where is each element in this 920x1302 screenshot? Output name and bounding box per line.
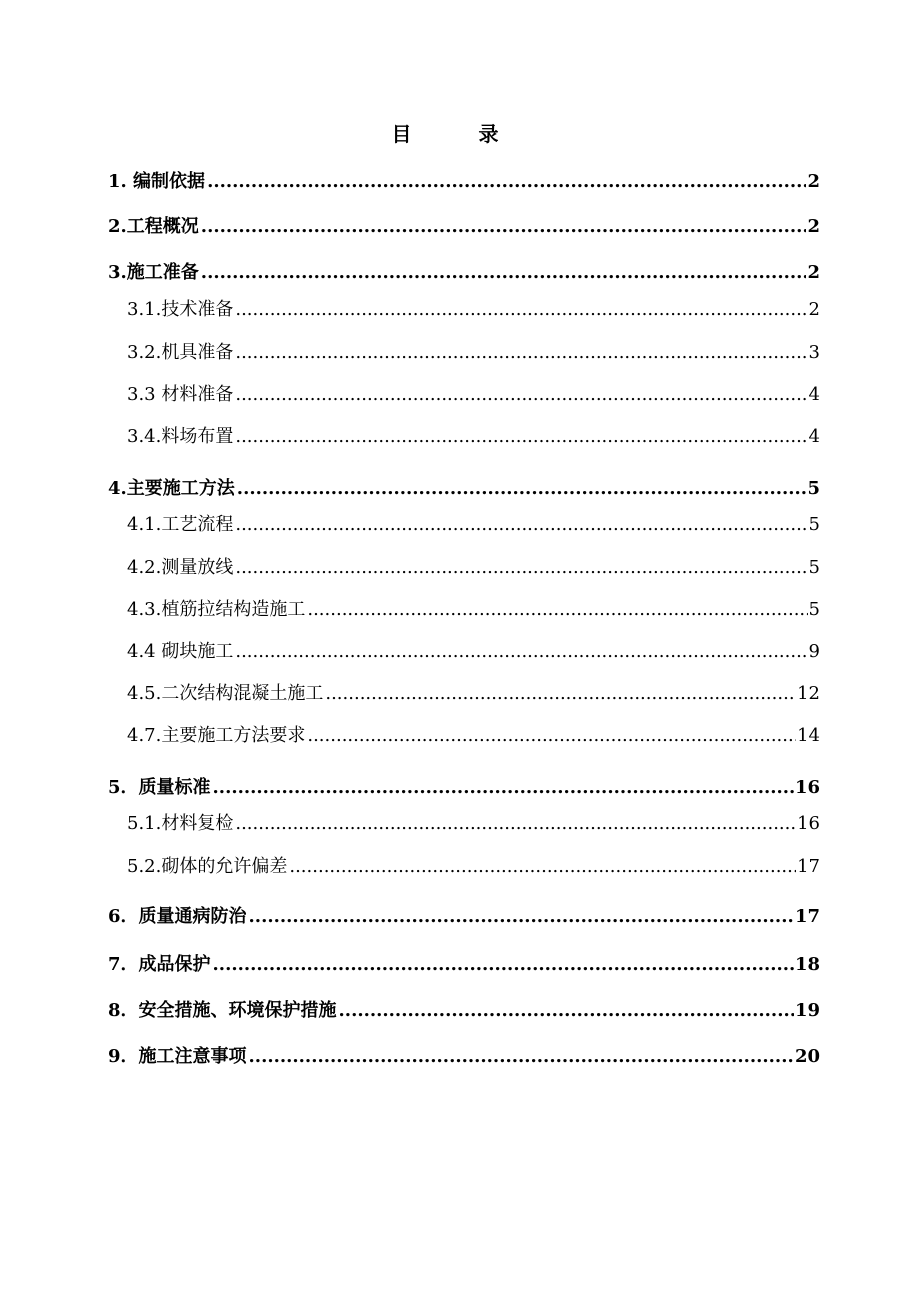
toc-entry[interactable] [108, 999, 820, 1023]
toc-leader [307, 598, 807, 622]
toc-entry-text: 4.5.二次结构混凝土施工 [127, 683, 324, 704]
toc-entry[interactable] [127, 341, 820, 365]
toc-entry-text: 4.3.植筋拉结构造施工 [127, 599, 306, 620]
toc-entry[interactable] [127, 682, 820, 706]
toc-entry[interactable] [127, 812, 820, 836]
toc-entry-text: 5.2.砌体的允许偏差 [127, 856, 288, 877]
toc-entry[interactable] [108, 953, 820, 977]
toc-entry[interactable] [127, 425, 820, 449]
toc-entry[interactable] [127, 724, 820, 748]
toc-entry-page: 4 [808, 384, 820, 405]
toc-entry-text: 6．质量通病防治 [108, 906, 247, 927]
toc-entry-text: 3.3 材料准备 [127, 384, 234, 405]
toc-entry-page: 5 [808, 599, 820, 620]
toc-leader [235, 513, 807, 537]
toc-leader [237, 477, 807, 501]
toc-entry-page: 12 [797, 683, 820, 704]
toc-entry-text: 4.1.工艺流程 [127, 514, 234, 535]
toc-leader [249, 1045, 794, 1069]
toc-leader [213, 953, 794, 977]
toc-entry-text: 1. 编制依据 [108, 171, 206, 192]
toc-entry-text: 5.1.材料复检 [127, 813, 234, 834]
toc-entry-page: 5 [808, 514, 820, 535]
toc-entry-page: 17 [794, 906, 820, 927]
toc-entry[interactable] [108, 905, 820, 929]
toc-entry[interactable] [127, 513, 820, 537]
toc-entry-text: 3.4.料场布置 [127, 426, 234, 447]
toc-entry-text: 4.4 砌块施工 [127, 641, 234, 662]
toc-entry[interactable] [108, 170, 820, 194]
toc-leader [207, 170, 806, 194]
toc-leader [235, 556, 807, 580]
toc-entry-text: 4.主要施工方法 [108, 478, 235, 499]
toc-entry[interactable] [127, 855, 820, 879]
toc-entry-page: 9 [808, 641, 820, 662]
toc-leader [201, 215, 807, 239]
toc-entry-page: 16 [794, 777, 820, 798]
toc-leader [307, 724, 796, 748]
toc-entry-page: 2 [807, 216, 820, 237]
toc-entry-text: 2.工程概况 [108, 216, 199, 237]
toc-leader [235, 383, 807, 407]
toc-leader [201, 261, 807, 285]
toc-leader [235, 812, 796, 836]
toc-entry-page: 4 [808, 426, 820, 447]
toc-entry-page: 2 [808, 299, 820, 320]
toc-entry-page: 2 [807, 262, 820, 283]
toc-entry-page: 3 [808, 342, 820, 363]
toc-leader [213, 776, 794, 800]
toc-entry[interactable] [127, 640, 820, 664]
toc-entry-text: 8．安全措施、环境保护措施 [108, 1000, 337, 1021]
toc-entry-text: 5．质量标准 [108, 777, 211, 798]
toc-entry-page: 5 [808, 557, 820, 578]
toc-entry[interactable] [108, 776, 820, 800]
toc-entry-page: 2 [807, 171, 820, 192]
toc-entry[interactable] [108, 477, 820, 501]
toc-entry-text: 4.7.主要施工方法要求 [127, 725, 306, 746]
toc-entry-text: 9．施工注意事项 [108, 1046, 247, 1067]
toc-entry[interactable] [108, 1045, 820, 1069]
toc-entry-text: 3.1.技术准备 [127, 299, 234, 320]
toc-leader [339, 999, 794, 1023]
toc-entry-text: 3.施工准备 [108, 262, 199, 283]
toc-entry[interactable] [127, 298, 820, 322]
toc-leader [249, 905, 794, 929]
toc-leader [235, 298, 807, 322]
toc-entry-page: 14 [797, 725, 820, 746]
toc-entry-page: 16 [797, 813, 820, 834]
toc-entry[interactable] [108, 261, 820, 285]
toc-entry[interactable] [108, 215, 820, 239]
toc-leader [235, 341, 807, 365]
toc-entry-text: 4.2.测量放线 [127, 557, 234, 578]
toc-title: 目 录 [391, 122, 529, 146]
toc-entry[interactable] [127, 556, 820, 580]
toc-entry-page: 20 [794, 1046, 820, 1067]
toc-entry[interactable] [127, 383, 820, 407]
toc-leader [235, 640, 807, 664]
toc-entry-page: 17 [797, 856, 820, 877]
toc-entry-page: 19 [794, 1000, 820, 1021]
toc-leader [235, 425, 807, 449]
toc-entry[interactable] [127, 598, 820, 622]
toc-entry-text: 7．成品保护 [108, 954, 211, 975]
toc-leader [325, 682, 796, 706]
toc-entry-page: 18 [794, 954, 820, 975]
toc-entry-page: 5 [807, 478, 820, 499]
toc-entry-text: 3.2.机具准备 [127, 342, 234, 363]
toc-leader [289, 855, 796, 879]
